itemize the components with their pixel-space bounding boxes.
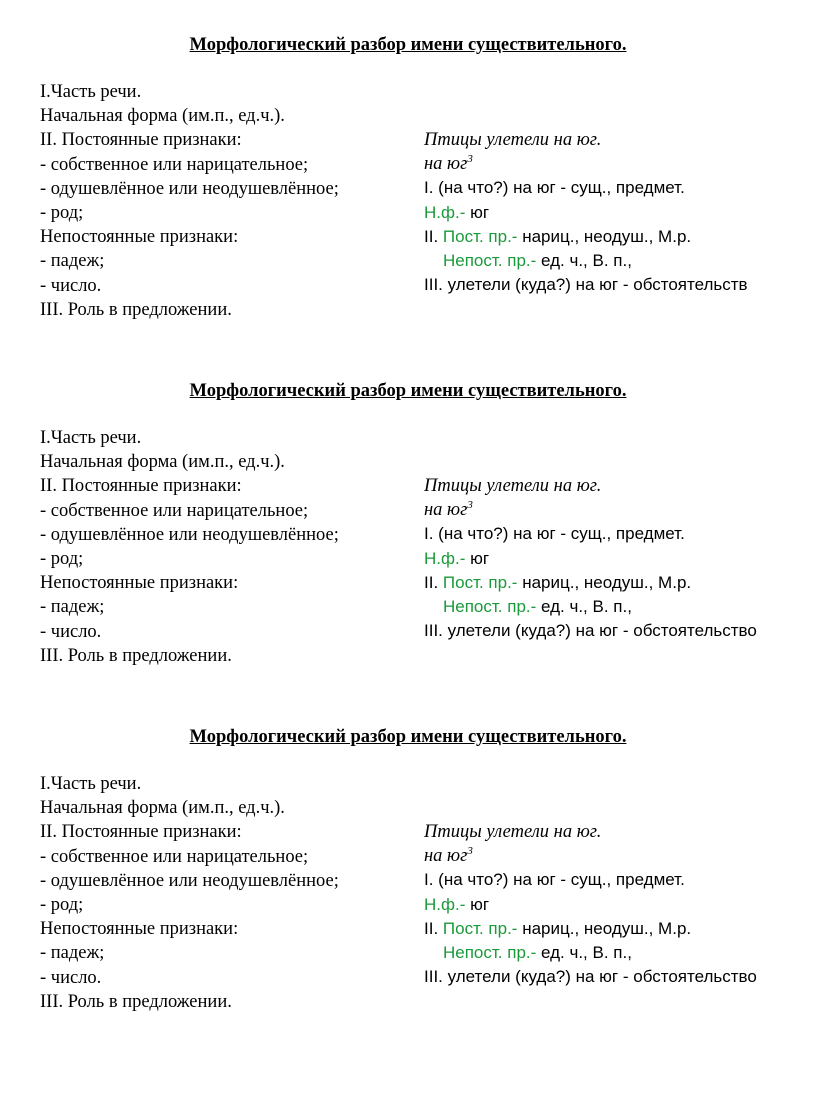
variable-features-label: Непост. пр.- xyxy=(443,596,537,616)
criteria-line: Начальная форма (им.п., ед.ч.). xyxy=(40,798,285,819)
constant-features-label: Пост. пр.- xyxy=(442,226,518,246)
variable-features-label: Непост. пр.- xyxy=(443,250,537,270)
criteria-line: - одушевлённое или неодушевлённое; xyxy=(40,870,339,891)
initial-form-line xyxy=(424,893,816,917)
criteria-line: II. Постоянные признаки: xyxy=(40,476,242,497)
analysis-line-i: I. (на что?) на юг - сущ., предмет. xyxy=(424,178,685,198)
criteria-line: - род; xyxy=(40,894,84,915)
variable-features-label: Непост. пр.- xyxy=(443,942,537,962)
criteria-line: Непостоянные признаки: xyxy=(40,227,239,248)
constant-features-label: Пост. пр.- xyxy=(442,918,518,938)
constant-features-line xyxy=(424,917,816,941)
criteria-line: - одушевлённое или неодушевлённое; xyxy=(40,178,339,199)
example-analysis xyxy=(424,820,816,989)
analysis-line-iii: III. улетели (куда?) на юг - обстоятельство xyxy=(424,967,757,987)
criteria-line: Начальная форма (им.п., ед.ч.). xyxy=(40,452,285,473)
criteria-line: - число. xyxy=(40,621,102,642)
initial-form-line xyxy=(424,547,816,571)
analyzed-word-sup: 3 xyxy=(467,499,473,512)
criteria-line: Непостоянные признаки: xyxy=(40,919,239,940)
analyzed-word-text: на юг xyxy=(424,500,468,521)
criteria-line: - род; xyxy=(40,202,84,223)
example-sentence: Птицы улетели на юг. xyxy=(424,476,602,496)
analysis-line-iii: III. улетели (куда?) на юг - обстоятельств xyxy=(424,275,748,295)
criteria-list xyxy=(40,80,410,322)
criteria-list xyxy=(40,772,410,1014)
line-ii-prefix: II. xyxy=(424,918,443,938)
criteria-line: III. Роль в предложении. xyxy=(40,299,232,320)
variable-features-line xyxy=(424,595,816,619)
criteria-line: I.Часть речи. xyxy=(40,774,142,794)
analyzed-word-text: на юг xyxy=(424,154,468,175)
criteria-list xyxy=(40,426,410,668)
variable-features-value: ед. ч., В. п., xyxy=(536,250,632,270)
criteria-line: - собственное или нарицательное; xyxy=(40,154,309,175)
example-analysis xyxy=(424,128,816,297)
criteria-line: III. Роль в предложении. xyxy=(40,645,232,666)
criteria-line: - собственное или нарицательное; xyxy=(40,846,309,867)
analyzed-word xyxy=(424,844,816,868)
line-ii-prefix: II. xyxy=(424,572,443,592)
block-title: Морфологический разбор имени существительного. xyxy=(189,381,627,401)
criteria-line: - падеж; xyxy=(40,597,105,618)
criteria-line: II. Постоянные признаки: xyxy=(40,822,242,843)
initial-form-value: юг xyxy=(465,202,490,222)
block-title: Морфологический разбор имени существительного. xyxy=(189,35,627,55)
constant-features-value: нариц., неодуш., М.р. xyxy=(517,918,692,938)
example-sentence: Птицы улетели на юг. xyxy=(424,130,602,150)
line-ii-prefix: II. xyxy=(424,226,443,246)
criteria-line: - число. xyxy=(40,275,102,296)
constant-features-value: нариц., неодуш., М.р. xyxy=(517,226,692,246)
criteria-line: Непостоянные признаки: xyxy=(40,573,239,594)
constant-features-value: нариц., неодуш., М.р. xyxy=(517,572,692,592)
criteria-line: - число. xyxy=(40,967,102,988)
initial-form-value: юг xyxy=(465,894,490,914)
constant-features-label: Пост. пр.- xyxy=(442,572,518,592)
initial-form-label: Н.ф.- xyxy=(424,894,466,914)
analyzed-word-sup: 3 xyxy=(467,153,473,166)
parse-block-2 xyxy=(0,379,816,679)
criteria-line: - собственное или нарицательное; xyxy=(40,500,309,521)
analyzed-word xyxy=(424,498,816,522)
variable-features-line xyxy=(424,941,816,965)
variable-features-line xyxy=(424,249,816,273)
criteria-line: I.Часть речи. xyxy=(40,82,142,102)
analyzed-word-sup: 3 xyxy=(467,845,473,858)
criteria-line: - падеж; xyxy=(40,251,105,272)
criteria-line: Начальная форма (им.п., ед.ч.). xyxy=(40,106,285,127)
criteria-line: I.Часть речи. xyxy=(40,428,142,448)
criteria-line: - падеж; xyxy=(40,943,105,964)
criteria-line: - одушевлённое или неодушевлённое; xyxy=(40,524,339,545)
variable-features-value: ед. ч., В. п., xyxy=(536,942,632,962)
variable-features-value: ед. ч., В. п., xyxy=(536,596,632,616)
criteria-line: III. Роль в предложении. xyxy=(40,991,232,1012)
block-title: Морфологический разбор имени существительного. xyxy=(189,727,627,747)
constant-features-line xyxy=(424,571,816,595)
analysis-line-i: I. (на что?) на юг - сущ., предмет. xyxy=(424,870,685,890)
analysis-line-i: I. (на что?) на юг - сущ., предмет. xyxy=(424,524,685,544)
initial-form-line xyxy=(424,201,816,225)
constant-features-line xyxy=(424,225,816,249)
initial-form-label: Н.ф.- xyxy=(424,202,466,222)
parse-block-3 xyxy=(0,725,816,1025)
initial-form-value: юг xyxy=(465,548,490,568)
analysis-line-iii: III. улетели (куда?) на юг - обстоятельство xyxy=(424,621,757,641)
example-sentence: Птицы улетели на юг. xyxy=(424,822,602,842)
criteria-line: - род; xyxy=(40,548,84,569)
initial-form-label: Н.ф.- xyxy=(424,548,466,568)
example-analysis xyxy=(424,474,816,643)
criteria-line: II. Постоянные признаки: xyxy=(40,130,242,151)
analyzed-word-text: на юг xyxy=(424,846,468,867)
analyzed-word xyxy=(424,152,816,176)
parse-block-1 xyxy=(0,33,816,333)
